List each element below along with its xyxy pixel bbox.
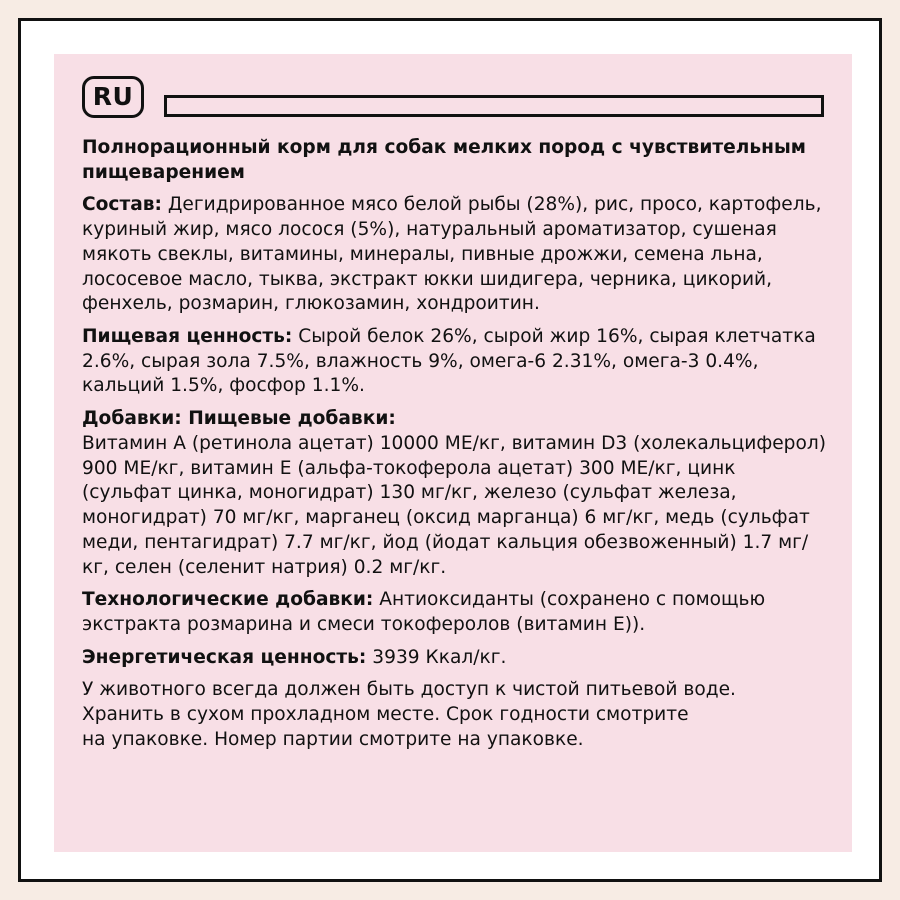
product-description <box>82 136 830 185</box>
section-composition <box>82 193 830 317</box>
header-rule <box>164 95 824 117</box>
section-additives-heading: Добавки: Пищевые добавки: <box>82 408 396 430</box>
section-analytical-text: Сырой белок 26%, сырой жир 16%, сырая клетчатка 2.6%, сырая зола 7.5%, влажность 9%, омега-6 2.31%, омега-3 0.4%, кальций 1.5%, фосфор 1.1%. <box>82 326 816 397</box>
label-content <box>82 136 830 753</box>
section-energy-text: 3939 Ккал/кг. <box>366 646 507 668</box>
section-composition-text: Дегидрированное мясо белой рыбы (28%), рис, просо, картофель, куриный жир, мясо лосося (5%), натуральный ароматизатор, сушеная мякоть свеклы, витамины, минералы, пивные дрожжи, семена льна, лососевое масло, тыква, экстракт юкки шидигера, черника, цикорий, фенхель, розмарин, глюкозамин, хондроитин. <box>82 194 822 315</box>
section-analytical-constituents <box>82 325 830 399</box>
storage-line-3: на упаковке. Номер партии смотрите на упаковке. <box>82 728 584 750</box>
language-badge: RU <box>82 76 144 118</box>
label-outer-frame <box>18 18 882 882</box>
section-analytical-heading: Пищевая ценность: <box>82 326 293 348</box>
section-technological-text: Антиоксиданты (сохранено с помощью экстракта розмарина и смеси токоферолов (витамин Е)). <box>82 589 766 635</box>
storage-line-1: У животного всегда должен быть доступ к чистой питьевой воде. <box>82 679 736 701</box>
label-header <box>82 76 824 120</box>
label-panel <box>54 54 852 852</box>
section-technological-heading: Технологические добавки: <box>82 589 374 611</box>
section-composition-heading: Состав: <box>82 194 162 216</box>
section-additives <box>82 407 830 580</box>
section-energy-heading: Энергетическая ценность: <box>82 646 367 668</box>
section-energy-value <box>82 646 830 671</box>
section-additives-text: Витамин А (ретинола ацетат) 10000 МЕ/кг, витамин D3 (холекальциферол) 900 МЕ/кг, витамин Е (альфа-токоферола ацетат) 300 МЕ/кг, цинк (сульфат цинка, моногидрат) 130 мг/кг, железо (сульфат железа, моногидрат) 70 мг/кг, марганец (оксид марганца) 6 мг/кг, медь (сульфат меди, пентагидрат) 7.7 мг/кг, йод (йодат кальция обезвоженный) 1.7 мг/кг, селен (селенит натрия) 0.2 мг/кг. <box>82 432 826 578</box>
storage-line-2: Хранить в сухом прохладном месте. Срок годности смотрите <box>82 704 689 726</box>
section-technological-additives <box>82 588 830 637</box>
product-description-text: Полнорационный корм для собак мелких пород с чувствительным пищеварением <box>82 137 806 183</box>
storage-instructions <box>82 678 830 752</box>
